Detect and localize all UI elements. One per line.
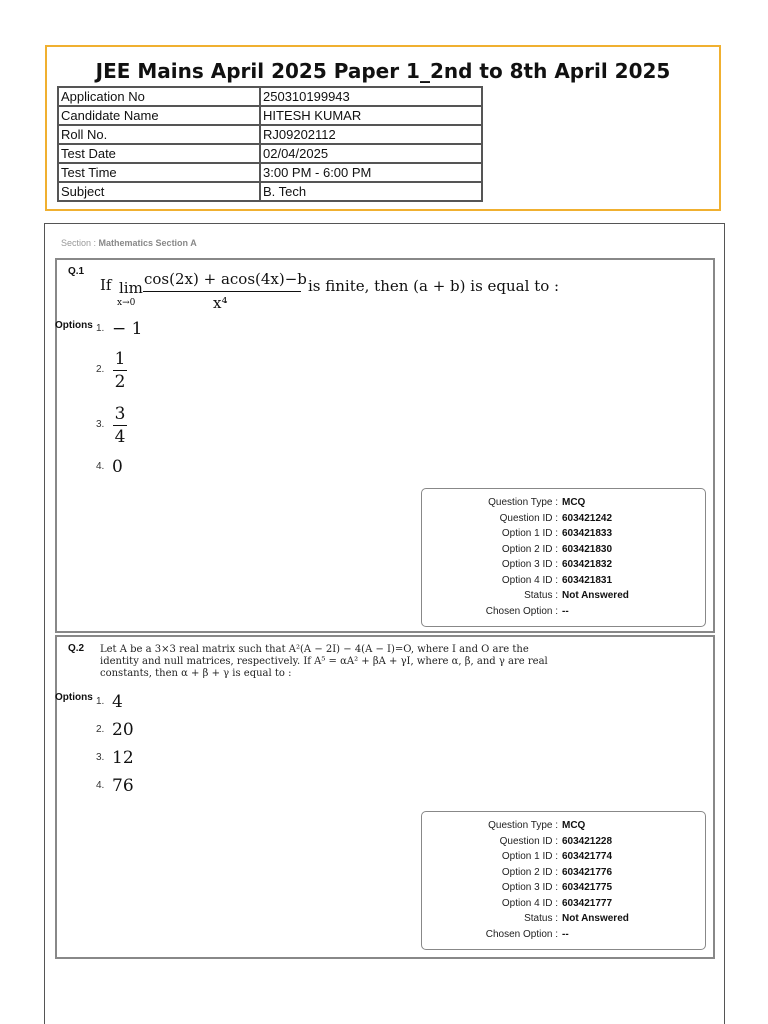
info-label: Test Time [58, 163, 260, 182]
meta-row [422, 495, 705, 511]
info-label: Test Date [58, 144, 260, 163]
meta-value: 603421831 [562, 574, 613, 586]
candidate-header [45, 45, 721, 211]
if-word: If [100, 276, 112, 294]
meta-row [422, 896, 705, 912]
info-value: B. Tech [260, 182, 482, 201]
table-row [58, 87, 482, 106]
option-3 [113, 404, 127, 448]
fraction-bar [143, 291, 301, 292]
meta-value: 603421242 [562, 512, 613, 524]
option-number: 3. [96, 752, 105, 763]
meta-label: Question ID : [499, 835, 558, 847]
option-number: 4. [96, 461, 105, 472]
question-1 [55, 258, 715, 633]
table-row [58, 182, 482, 201]
table-row [58, 163, 482, 182]
meta-value: 603421833 [562, 528, 613, 539]
info-label: Application No [58, 87, 260, 106]
meta-row [422, 573, 705, 589]
meta-row [422, 911, 705, 927]
meta-value: 603421830 [562, 543, 613, 555]
options-label: Options [55, 692, 93, 703]
limit-denominator: x⁴ [213, 294, 228, 312]
info-label: Candidate Name [58, 106, 260, 125]
option-number: 1. [96, 696, 105, 707]
meta-row [422, 511, 705, 527]
option-1: 4 [112, 692, 123, 712]
info-label: Subject [58, 182, 260, 201]
meta-value: 603421777 [562, 897, 613, 909]
section-name: Mathematics Section A [98, 238, 197, 248]
meta-value: 603421832 [562, 559, 613, 570]
meta-value: MCQ [562, 820, 586, 831]
info-value: 250310199943 [260, 87, 482, 106]
table-row [58, 125, 482, 144]
meta-value: MCQ [562, 497, 586, 508]
question-line: constants, then α + β + γ is equal to : [100, 668, 292, 679]
question-number: Q.2 [68, 643, 85, 654]
option-number: 4. [96, 780, 105, 791]
info-value: 02/04/2025 [260, 144, 482, 163]
meta-row [422, 880, 705, 896]
options-label: Options [55, 320, 93, 331]
option-2-numerator: 1 [114, 349, 126, 369]
info-value: HITESH KUMAR [260, 106, 482, 125]
meta-row [422, 542, 705, 558]
option-number: 1. [96, 323, 105, 334]
chosen-option-value: -- [562, 605, 569, 617]
meta-label: Option 1 ID : [501, 851, 558, 862]
option-number: 2. [96, 724, 105, 735]
table-row [58, 144, 482, 163]
meta-value: 603421228 [562, 835, 613, 847]
meta-label: Option 4 ID : [501, 574, 558, 586]
option-3-numerator: 3 [114, 404, 126, 424]
table-row [58, 106, 482, 125]
meta-label: Option 1 ID : [501, 528, 558, 539]
page-title: JEE Mains April 2025 Paper 1_2nd to 8th April 2025 [95, 59, 671, 83]
meta-row [422, 588, 705, 604]
meta-label: Question Type : [488, 820, 558, 831]
option-2 [113, 349, 127, 393]
info-label: Roll No. [58, 125, 260, 144]
meta-value: 603421776 [562, 866, 613, 878]
option-4: 0 [112, 457, 123, 477]
section-prefix: Section : [61, 238, 99, 248]
question-2 [55, 635, 715, 959]
limit-word: lim [119, 279, 143, 297]
chosen-option-value: -- [562, 928, 569, 940]
question-tail: is finite, then (a + b) is equal to : [308, 277, 560, 295]
candidate-info-table [57, 86, 483, 202]
meta-label: Option 2 ID : [501, 866, 558, 878]
meta-row [422, 865, 705, 881]
info-value: 3:00 PM - 6:00 PM [260, 163, 482, 182]
meta-label: Option 4 ID : [501, 897, 558, 909]
meta-row [422, 818, 705, 834]
meta-label: Option 2 ID : [501, 543, 558, 555]
option-4: 76 [112, 776, 134, 796]
question-line: identity and null matrices, respectively. If A⁵ = αA² + βA + γI, where α, β, and γ are real [100, 656, 548, 667]
meta-label: Option 3 ID : [501, 559, 558, 570]
meta-label: Option 3 ID : [501, 882, 558, 893]
info-value: RJ09202112 [260, 125, 482, 144]
question-panel [44, 223, 725, 1024]
meta-row [422, 557, 705, 573]
question-meta-box [421, 488, 706, 627]
meta-row [422, 927, 705, 943]
question-text [100, 644, 548, 680]
section-label [61, 238, 197, 248]
question-meta-box [421, 811, 706, 950]
option-1: − 1 [112, 319, 143, 339]
option-3-denominator: 4 [114, 427, 126, 447]
option-number: 2. [96, 364, 105, 375]
limit-numerator: cos(2x) + acos(4x)−b [144, 270, 307, 288]
meta-row [422, 604, 705, 620]
option-2-denominator: 2 [114, 372, 126, 392]
meta-value: 603421775 [562, 882, 613, 893]
meta-label: Status : [524, 590, 558, 601]
meta-label: Question Type : [488, 497, 558, 508]
limit-subscript: x→0 [117, 298, 136, 308]
meta-row [422, 849, 705, 865]
meta-row [422, 526, 705, 542]
meta-label: Status : [524, 913, 558, 924]
option-2: 20 [112, 720, 134, 740]
option-3: 12 [112, 748, 134, 768]
meta-row [422, 834, 705, 850]
question-number: Q.1 [68, 266, 85, 277]
meta-label: Question ID : [499, 512, 558, 524]
question-line: Let A be a 3×3 real matrix such that A²(A − 2I) − 4(A − I)=O, where I and O are the [100, 644, 529, 655]
status-value: Not Answered [562, 913, 629, 924]
meta-label: Chosen Option : [485, 928, 558, 940]
option-number: 3. [96, 419, 105, 430]
meta-value: 603421774 [562, 851, 613, 862]
status-value: Not Answered [562, 590, 629, 601]
meta-label: Chosen Option : [485, 605, 558, 617]
